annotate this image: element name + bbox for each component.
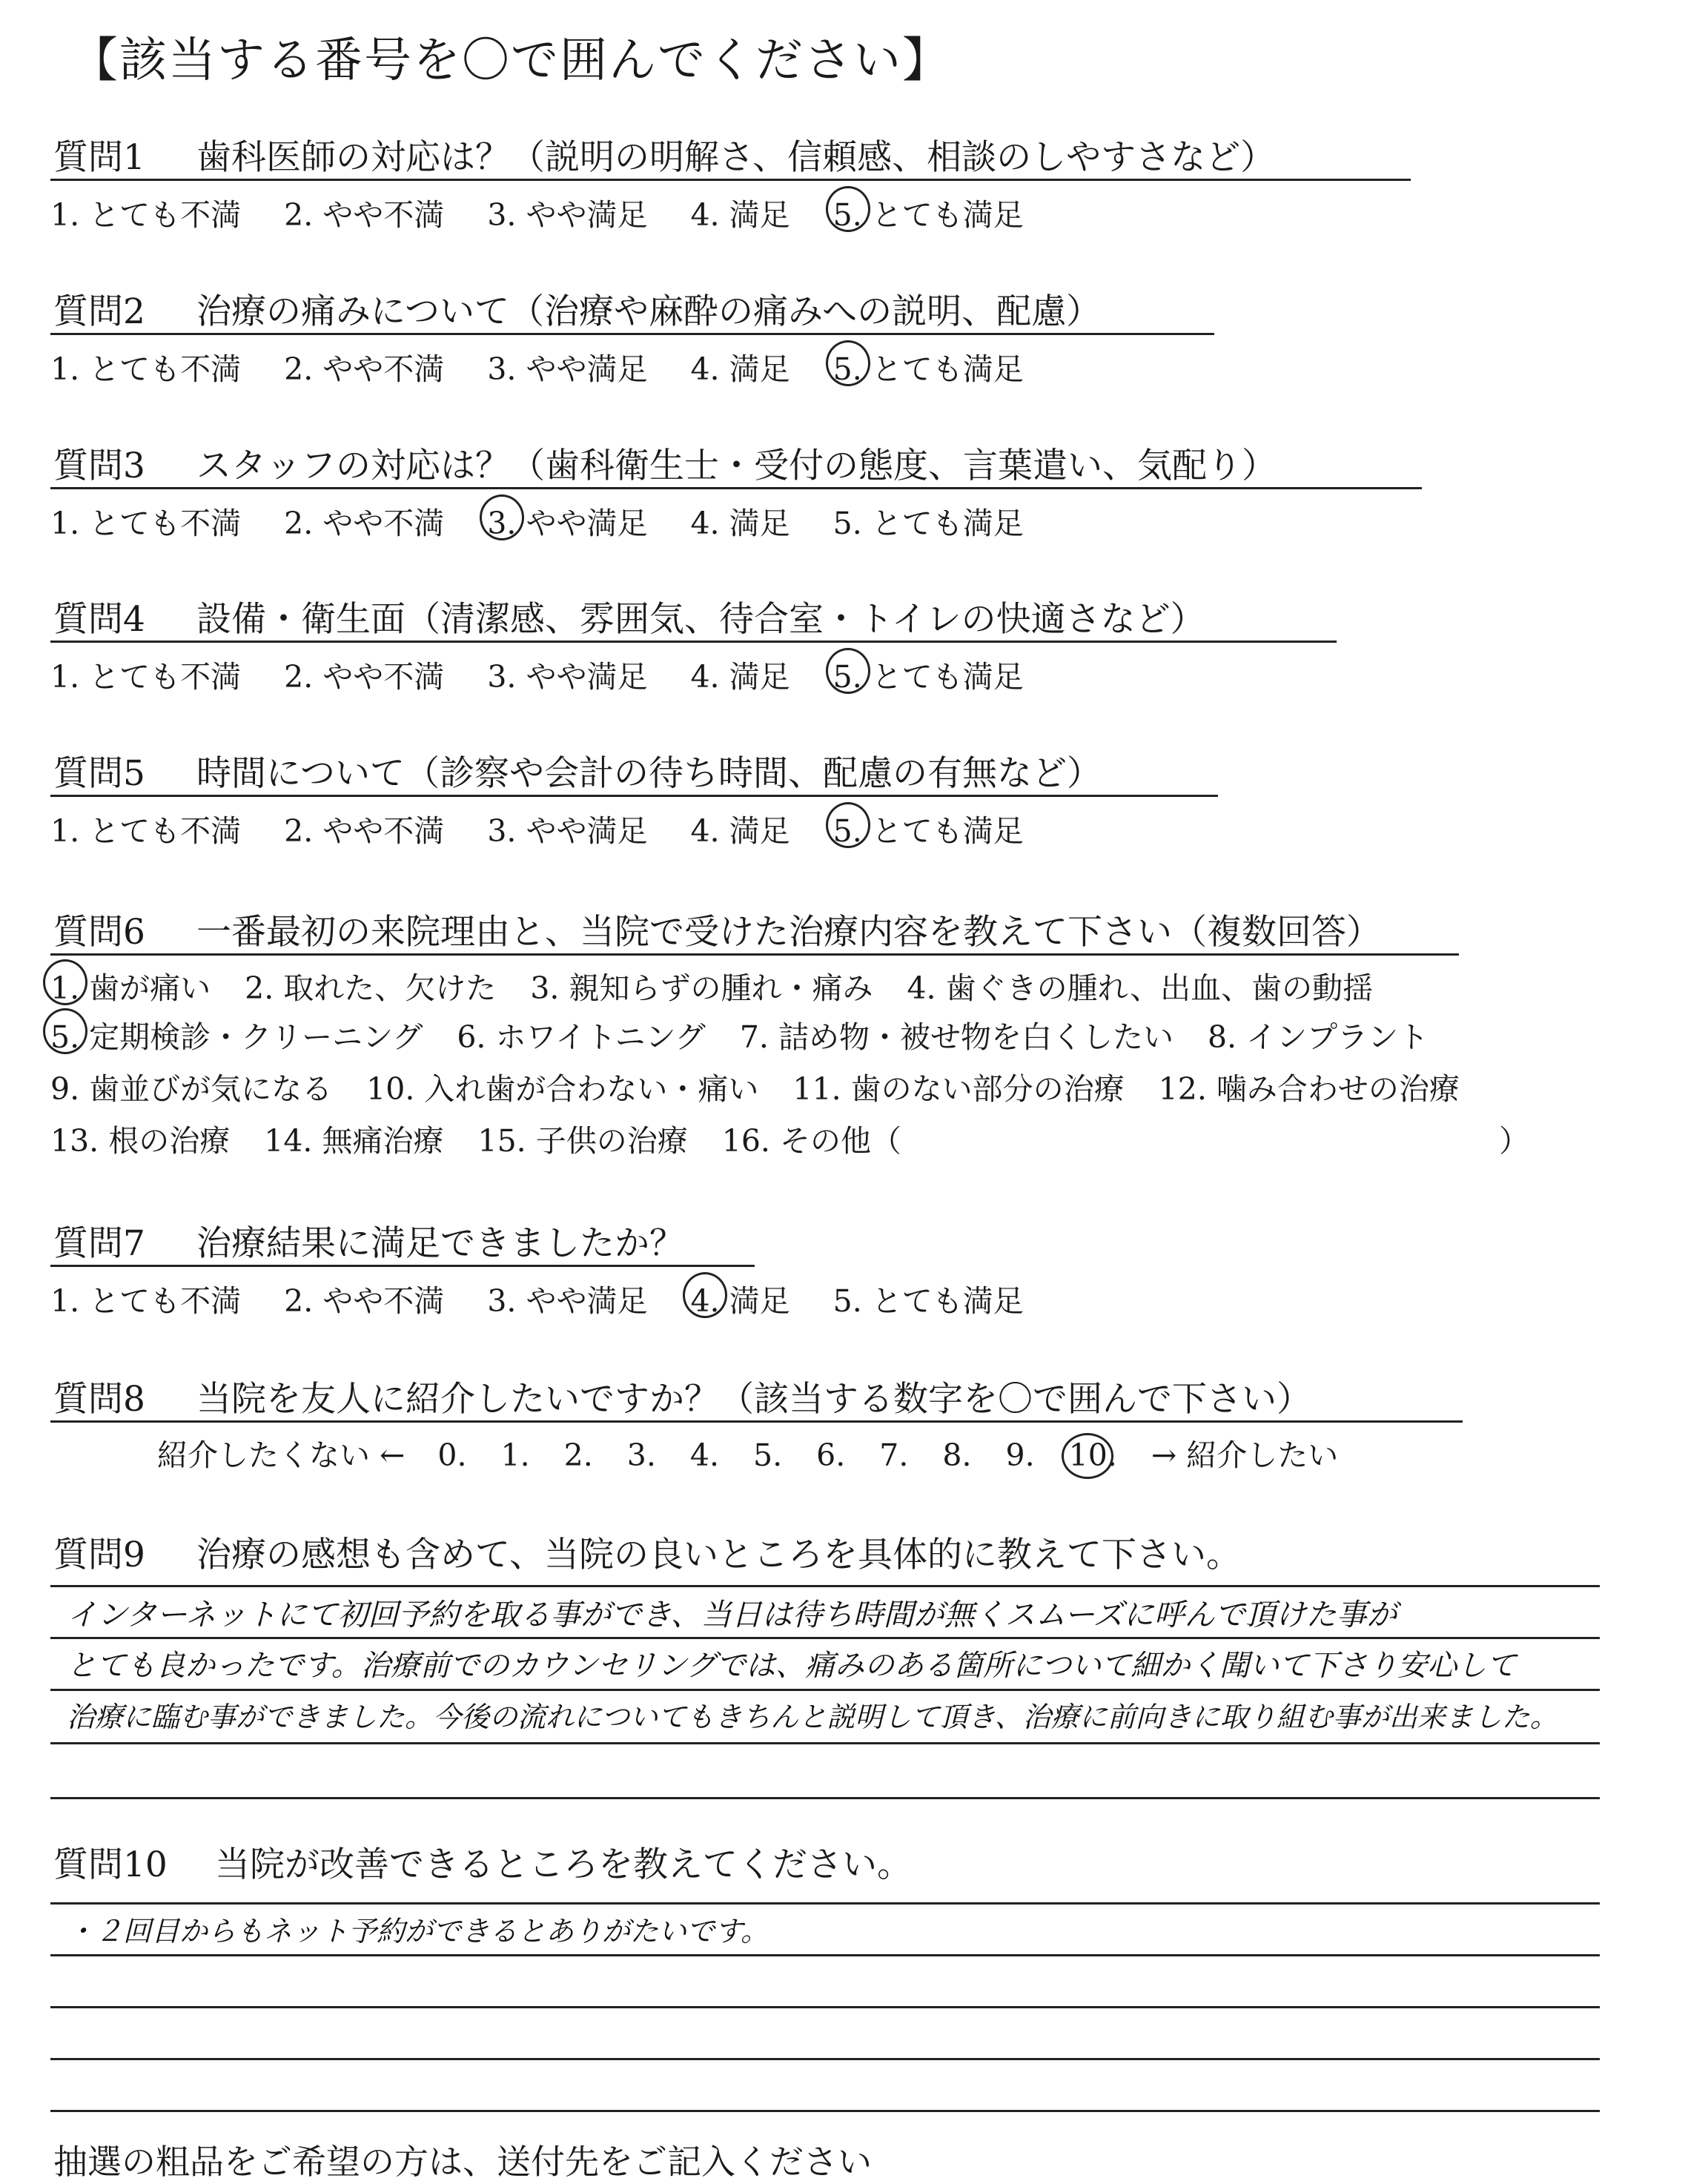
q6-row4-option-3[interactable]: 15. 子供の治療 [477, 1123, 688, 1159]
q6-row3-option-3[interactable]: 11. 歯のない部分の治療 [792, 1071, 1125, 1107]
q6-row2-option-4[interactable]: 8. インプラント [1207, 1019, 1429, 1055]
q9-answer-line-2: とても良かったです。治療前でのカウンセリングでは、痛みのある箇所について細かく聞いて下さり安心して [67, 1649, 1517, 1683]
q7-label: 質問7 [53, 1223, 145, 1264]
selected-circle-mark [826, 802, 870, 848]
q6-row3-option-4[interactable]: 12. 噛み合わせの治療 [1158, 1071, 1460, 1107]
q9-top-rule [50, 1585, 1600, 1587]
q4-options [50, 652, 1067, 696]
q5-text: 時間について（診察や会計の待ち時間、配慮の有無など） [196, 753, 1102, 794]
q6-row1-option-2[interactable]: 2. 取れた、欠けた [245, 970, 497, 1006]
q8-scale [157, 1431, 1338, 1475]
q4-text: 設備・衛生面（清潔感、雰囲気、待合室・トイレの快適さなど） [196, 599, 1205, 640]
q9-label: 質問9 [53, 1535, 145, 1575]
q6-underline [50, 953, 1459, 956]
q10-rule-5 [50, 2110, 1600, 2112]
q7-underline [50, 1265, 755, 1267]
q3-option-5[interactable]: 5. とても満足 [833, 506, 1024, 541]
q1-underline [50, 179, 1411, 181]
selected-circle-mark [826, 186, 870, 232]
q1-label: 質問1 [53, 137, 145, 178]
q6-row-4 [50, 1116, 1563, 1160]
q6-row3-option-1[interactable]: 9. 歯並びが気になる [50, 1071, 333, 1107]
q4-label: 質問4 [53, 599, 145, 640]
q3-text: スタッフの対応は？（歯科衛生士・受付の態度、言葉遣い、気配り） [196, 446, 1277, 486]
q1-option-1[interactable]: 1. とても不満 [50, 197, 242, 233]
q2-text: 治療の痛みについて（治療や麻酔の痛みへの説明、配慮） [196, 291, 1102, 332]
q10-rule-4 [50, 2058, 1600, 2060]
q6-row-1 [50, 964, 1407, 1007]
q9-rule-2 [50, 1689, 1600, 1691]
q6-row1-option-3[interactable]: 3. 親知らずの腫れ・痛み [530, 970, 873, 1006]
selected-circle-mark [683, 1272, 727, 1318]
q6-row3-option-2[interactable]: 10. 入れ歯が合わない・痛い [366, 1071, 759, 1107]
q8-label: 質問8 [53, 1379, 145, 1420]
q5-underline [50, 795, 1218, 797]
q5-option-1[interactable]: 1. とても不満 [50, 813, 242, 849]
q8-text: 当院を友人に紹介したいですか？（該当する数字を〇で囲んで下さい） [196, 1379, 1311, 1420]
q6-row4-option-5[interactable]: ） [1499, 1123, 1529, 1159]
q4-option-2[interactable]: 2. やや不満 [284, 659, 445, 695]
q6-row2-option-1[interactable]: 5. 定期検診・クリーニング [50, 1013, 423, 1056]
q2-option-4[interactable]: 4. 満足 [690, 351, 790, 387]
q5-option-5[interactable]: 5. とても満足 [833, 807, 1024, 850]
q10-answer-line-1: ・２回目からもネット予約ができるとありがたいです。 [67, 1915, 769, 1948]
q4-option-1[interactable]: 1. とても不満 [50, 659, 242, 695]
q9-text: 治療の感想も含めて、当院の良いところを具体的に教えて下さい。 [196, 1535, 1242, 1575]
q8-scale-option-6[interactable]: 5. [753, 1437, 783, 1473]
q9-rule-1 [50, 1637, 1600, 1639]
q7-option-4[interactable]: 4. 満足 [690, 1277, 790, 1320]
q5-option-3[interactable]: 3. やや満足 [487, 813, 648, 849]
q8-scale-option-4[interactable]: 3. [626, 1437, 656, 1473]
q6-row1-option-1[interactable]: 1. 歯が痛い [50, 964, 211, 1007]
q5-label: 質問5 [53, 753, 145, 794]
selected-circle-mark [826, 340, 870, 386]
q1-options [50, 191, 1067, 234]
q3-option-2[interactable]: 2. やや不満 [284, 506, 445, 541]
q6-row4-option-1[interactable]: 13. 根の治療 [50, 1123, 231, 1159]
q3-option-3[interactable]: 3. やや満足 [487, 499, 647, 543]
q1-option-2[interactable]: 2. やや不満 [284, 197, 445, 233]
q1-option-4[interactable]: 4. 満足 [690, 197, 790, 233]
selected-circle-mark [480, 494, 524, 540]
q2-option-1[interactable]: 1. とても不満 [50, 351, 242, 387]
q8-scale-option-9[interactable]: 8. [942, 1437, 972, 1473]
page-title: 【該当する番号を〇で囲んでください】 [70, 33, 951, 88]
q6-row2-option-3[interactable]: 7. 詰め物・被せ物を白くしたい [739, 1019, 1174, 1055]
q4-option-5[interactable]: 5. とても満足 [833, 652, 1024, 696]
q2-option-3[interactable]: 3. やや満足 [487, 351, 648, 387]
q1-option-5[interactable]: 5. とても満足 [833, 191, 1024, 234]
q2-underline [50, 333, 1214, 335]
q9-answer-line-1: インターネットにて初回予約を取る事ができ、当日は待ち時間が無くスムーズに呼んで頂けた事が [67, 1597, 1397, 1632]
q9-rule-3 [50, 1742, 1600, 1744]
q7-option-5[interactable]: 5. とても満足 [833, 1283, 1024, 1319]
q10-rule-2 [50, 1954, 1600, 1956]
q6-row4-option-4[interactable]: 16. その他（ [721, 1123, 901, 1159]
q6-text: 一番最初の来院理由と、当院で受けた治療内容を教えて下さい（複数回答） [196, 912, 1381, 953]
q10-rule-1 [50, 1902, 1600, 1905]
q4-underline [50, 641, 1337, 643]
q8-scale-option-2[interactable]: 1. [500, 1437, 530, 1473]
q7-option-2[interactable]: 2. やや不満 [284, 1283, 445, 1319]
q5-option-4[interactable]: 4. 満足 [690, 813, 790, 849]
q8-scale-option-11[interactable]: 10. [1069, 1437, 1117, 1473]
q8-left-label: 紹介したくない ← [157, 1437, 406, 1473]
q7-option-1[interactable]: 1. とても不満 [50, 1283, 242, 1319]
q2-option-2[interactable]: 2. やや不満 [284, 351, 445, 387]
q7-option-3[interactable]: 3. やや満足 [487, 1283, 648, 1319]
q10-text: 当院が改善できるところを教えてください。 [215, 1844, 912, 1885]
q9-rule-4 [50, 1797, 1600, 1799]
q3-options [50, 499, 1067, 543]
q3-option-1[interactable]: 1. とても不満 [50, 506, 242, 541]
q8-scale-option-8[interactable]: 7. [879, 1437, 909, 1473]
q8-scale-option-3[interactable]: 2. [563, 1437, 593, 1473]
q6-label: 質問6 [53, 912, 145, 953]
q7-text: 治療結果に満足できましたか？ [196, 1223, 684, 1264]
q6-row1-option-4[interactable]: 4. 歯ぐきの腫れ、出血、歯の動揺 [907, 970, 1374, 1006]
q2-label: 質問2 [53, 291, 145, 332]
q1-option-3[interactable]: 3. やや満足 [487, 197, 648, 233]
q6-row2-option-2[interactable]: 6. ホワイトニング [457, 1019, 706, 1055]
q7-options [50, 1277, 1067, 1320]
q8-right-label: → 紹介したい [1151, 1437, 1339, 1473]
q5-option-2[interactable]: 2. やや不満 [284, 813, 445, 849]
q6-row4-option-2[interactable]: 14. 無痛治療 [264, 1123, 444, 1159]
q8-scale-option-7[interactable]: 6. [816, 1437, 846, 1473]
q3-label: 質問3 [53, 446, 145, 486]
selected-circle-mark [826, 648, 870, 694]
q8-scale-option-5[interactable]: 4. [689, 1437, 720, 1473]
footer-partial-text: 抽選の粗品をご希望の方は、送付先をご記入ください [53, 2142, 872, 2182]
q10-rule-3 [50, 2006, 1600, 2008]
q2-option-5[interactable]: 5. とても満足 [833, 345, 1024, 388]
q2-options [50, 345, 1067, 388]
selected-circle-mark [43, 1008, 87, 1054]
q8-scale-option-10[interactable]: 9. [1005, 1437, 1035, 1473]
selected-circle-mark [1062, 1433, 1113, 1479]
q8-underline [50, 1420, 1463, 1423]
selected-circle-mark [43, 959, 87, 1005]
q3-option-4[interactable]: 4. 満足 [690, 506, 790, 541]
q6-row-2 [50, 1013, 1463, 1056]
q6-row-3 [50, 1065, 1494, 1108]
q4-option-4[interactable]: 4. 満足 [690, 659, 790, 695]
q4-option-3[interactable]: 3. やや満足 [487, 659, 648, 695]
q9-answer-line-3: 治療に臨む事ができました。今後の流れについてもきちんと説明して頂き、治療に前向きに取り組む事が出来ました。 [67, 1701, 1558, 1733]
q5-options [50, 807, 1067, 850]
q1-text: 歯科医師の対応は？（説明の明解さ、信頼感、相談のしやすさなど） [196, 137, 1276, 178]
q8-scale-option-1[interactable]: 0. [437, 1437, 467, 1473]
q10-label: 質問10 [53, 1844, 168, 1885]
q3-underline [50, 487, 1422, 489]
